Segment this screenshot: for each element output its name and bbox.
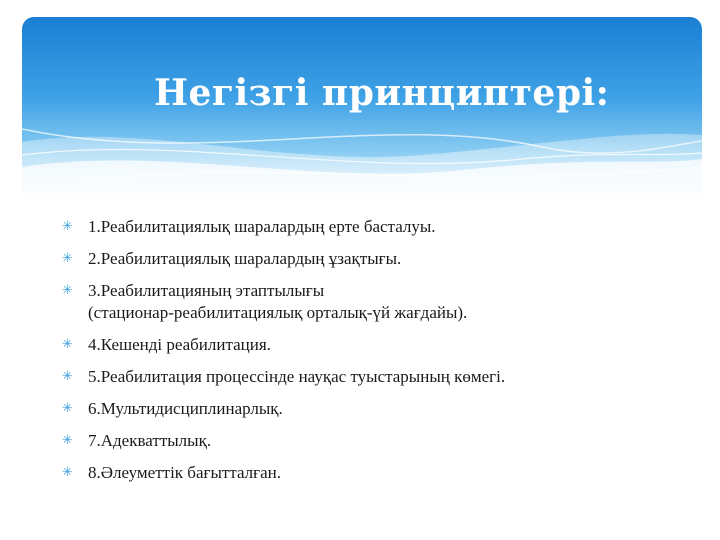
- list-item: [62, 280, 702, 324]
- list-item-text: 4.Кешенді реабилитация.: [88, 335, 271, 354]
- header-banner: [22, 17, 702, 199]
- asterisk-bullet-icon: ✳: [62, 251, 73, 266]
- list-item-text: 7.Адекваттылық.: [88, 431, 212, 450]
- list-item-text: 3.Реабилитацияның этаптылығы: [88, 281, 325, 300]
- list-item: [62, 430, 702, 452]
- list-item-text: (стационар-реабилитациялық орталық-үй жағдайы).: [88, 303, 468, 322]
- asterisk-bullet-icon: ✳: [62, 433, 73, 448]
- list-item: [62, 248, 702, 270]
- list-item-text: 8.Әлеуметтік бағытталған.: [88, 463, 282, 482]
- list-item-text: 2.Реабилитациялық шаралардың ұзақтығы.: [88, 249, 402, 268]
- list-item-text: 1.Реабилитациялық шаралардың ерте басталуы.: [88, 217, 436, 236]
- slide-title: Негізгі принциптері:: [154, 72, 610, 114]
- asterisk-bullet-icon: ✳: [62, 283, 73, 298]
- asterisk-bullet-icon: ✳: [62, 219, 73, 234]
- list-item: [62, 462, 702, 484]
- asterisk-bullet-icon: ✳: [62, 465, 73, 480]
- principles-list: [62, 216, 702, 494]
- asterisk-bullet-icon: ✳: [62, 369, 73, 384]
- list-item-text: 6.Мультидисциплинарлық.: [88, 399, 283, 418]
- list-item: [62, 334, 702, 356]
- asterisk-bullet-icon: ✳: [62, 337, 73, 352]
- asterisk-bullet-icon: ✳: [62, 401, 73, 416]
- list-item-text: 5.Реабилитация процессінде науқас туыстарының көмегі.: [88, 367, 506, 386]
- list-item: [62, 398, 702, 420]
- list-item: [62, 216, 702, 238]
- list-item: [62, 366, 702, 388]
